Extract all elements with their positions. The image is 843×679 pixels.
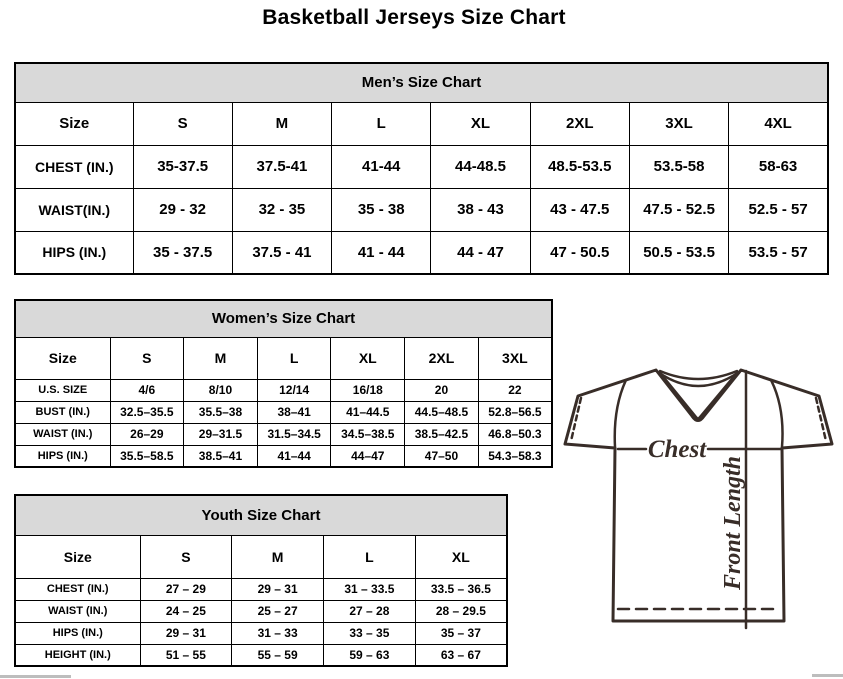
measurement-value-cell: 27 – 29 <box>140 578 232 600</box>
measurement-value-cell: 41-44 <box>332 145 431 188</box>
page-title: Basketball Jerseys Size Chart <box>262 6 566 29</box>
mens-size-table <box>14 62 829 275</box>
size-column-header: M <box>232 535 324 578</box>
measurement-row-label: WAIST (IN.) <box>15 600 140 622</box>
measurement-row <box>15 145 828 188</box>
measurement-value-cell: 35.5–38 <box>184 401 258 423</box>
measurement-row-label: HIPS (IN.) <box>15 445 110 467</box>
measurement-value-cell: 47–50 <box>405 445 479 467</box>
measurement-value-cell: 32.5–35.5 <box>110 401 184 423</box>
measurement-value-cell: 44 - 47 <box>431 231 530 274</box>
collar-back-arc-shallow <box>660 371 737 379</box>
measurement-value-cell: 26–29 <box>110 423 184 445</box>
womens-table-title-row <box>15 300 552 337</box>
size-header-row <box>15 535 507 578</box>
measurement-value-cell: 32 - 35 <box>232 188 331 231</box>
measurement-value-cell: 47.5 - 52.5 <box>629 188 728 231</box>
measurement-value-cell: 50.5 - 53.5 <box>629 231 728 274</box>
womens-size-table <box>14 299 553 468</box>
youth-table-title-row <box>15 495 507 535</box>
size-column-header: M <box>232 102 331 145</box>
measurement-value-cell: 38 - 43 <box>431 188 530 231</box>
measurement-value-cell: 55 – 59 <box>232 644 324 666</box>
measurement-value-cell: 35 - 37.5 <box>133 231 232 274</box>
measurement-row-label: HIPS (IN.) <box>15 231 133 274</box>
measurement-value-cell: 25 – 27 <box>232 600 324 622</box>
measurement-value-cell: 41–44 <box>257 445 331 467</box>
womens-table-title: Women’s Size Chart <box>15 300 552 337</box>
measurement-value-cell: 54.3–58.3 <box>478 445 552 467</box>
size-column-header: S <box>140 535 232 578</box>
measurement-value-cell: 59 – 63 <box>324 644 416 666</box>
mens-table-title-row <box>15 63 828 102</box>
size-corner-header: Size <box>15 535 140 578</box>
size-column-header: 2XL <box>530 102 629 145</box>
measurement-value-cell: 37.5 - 41 <box>232 231 331 274</box>
horizontal-scrollbar-thumb[interactable] <box>0 675 71 678</box>
measurement-value-cell: 35.5–58.5 <box>110 445 184 467</box>
measurement-row-label: U.S. SIZE <box>15 379 110 401</box>
size-column-header: L <box>257 337 331 379</box>
measurement-value-cell: 37.5-41 <box>232 145 331 188</box>
size-column-header: M <box>184 337 258 379</box>
measurement-value-cell: 35 – 37 <box>415 622 507 644</box>
measurement-value-cell: 51 – 55 <box>140 644 232 666</box>
measurement-row-label: WAIST(IN.) <box>15 188 133 231</box>
measurement-value-cell: 35-37.5 <box>133 145 232 188</box>
horizontal-scrollbar-fragment[interactable] <box>812 674 843 677</box>
size-corner-header: Size <box>15 337 110 379</box>
measurement-value-cell: 53.5 - 57 <box>729 231 828 274</box>
measurement-value-cell: 38–41 <box>257 401 331 423</box>
measurement-value-cell: 44.5–48.5 <box>405 401 479 423</box>
measurement-row <box>15 578 507 600</box>
measurement-value-cell: 31 – 33.5 <box>324 578 416 600</box>
measurement-value-cell: 44-48.5 <box>431 145 530 188</box>
jersey-measurement-diagram <box>556 356 843 664</box>
measurement-value-cell: 28 – 29.5 <box>415 600 507 622</box>
measurement-row <box>15 600 507 622</box>
size-column-header: XL <box>415 535 507 578</box>
measurement-value-cell: 24 – 25 <box>140 600 232 622</box>
measurement-value-cell: 41–44.5 <box>331 401 405 423</box>
size-column-header: L <box>324 535 416 578</box>
measurement-value-cell: 52.5 - 57 <box>729 188 828 231</box>
measurement-value-cell: 41 - 44 <box>332 231 431 274</box>
size-column-header: S <box>133 102 232 145</box>
measurement-row <box>15 379 552 401</box>
measurement-value-cell: 53.5-58 <box>629 145 728 188</box>
measurement-value-cell: 58-63 <box>729 145 828 188</box>
size-header-row <box>15 337 552 379</box>
measurement-value-cell: 29 – 31 <box>140 622 232 644</box>
measurement-value-cell: 29 – 31 <box>232 578 324 600</box>
measurement-row-label: BUST (IN.) <box>15 401 110 423</box>
youth-table-title: Youth Size Chart <box>15 495 507 535</box>
measurement-row <box>15 188 828 231</box>
measurement-value-cell: 27 – 28 <box>324 600 416 622</box>
size-header-row <box>15 102 828 145</box>
measurement-value-cell: 31.5–34.5 <box>257 423 331 445</box>
jersey-outline <box>565 370 832 621</box>
measurement-value-cell: 34.5–38.5 <box>331 423 405 445</box>
measurement-value-cell: 47 - 50.5 <box>530 231 629 274</box>
size-corner-header: Size <box>15 102 133 145</box>
measurement-value-cell: 29 - 32 <box>133 188 232 231</box>
measurement-row-label: WAIST (IN.) <box>15 423 110 445</box>
measurement-value-cell: 4/6 <box>110 379 184 401</box>
measurement-row <box>15 401 552 423</box>
size-column-header: S <box>110 337 184 379</box>
measurement-value-cell: 22 <box>478 379 552 401</box>
measurement-value-cell: 33 – 35 <box>324 622 416 644</box>
measurement-value-cell: 29–31.5 <box>184 423 258 445</box>
measurement-row-label: CHEST (IN.) <box>15 145 133 188</box>
size-column-header: XL <box>331 337 405 379</box>
measurement-row <box>15 423 552 445</box>
size-column-header: XL <box>431 102 530 145</box>
size-column-header: 4XL <box>729 102 828 145</box>
measurement-value-cell: 31 – 33 <box>232 622 324 644</box>
measurement-value-cell: 8/10 <box>184 379 258 401</box>
size-column-header: 3XL <box>629 102 728 145</box>
measurement-row-label: CHEST (IN.) <box>15 578 140 600</box>
measurement-row <box>15 644 507 666</box>
measurement-row <box>15 231 828 274</box>
measurement-row-label: HIPS (IN.) <box>15 622 140 644</box>
measurement-value-cell: 12/14 <box>257 379 331 401</box>
measurement-value-cell: 43 - 47.5 <box>530 188 629 231</box>
measurement-value-cell: 46.8–50.3 <box>478 423 552 445</box>
youth-size-table <box>14 494 508 667</box>
measurement-value-cell: 35 - 38 <box>332 188 431 231</box>
measurement-value-cell: 16/18 <box>331 379 405 401</box>
measurement-row <box>15 445 552 467</box>
measurement-value-cell: 52.8–56.5 <box>478 401 552 423</box>
measurement-row <box>15 622 507 644</box>
measurement-value-cell: 48.5-53.5 <box>530 145 629 188</box>
chest-label: Chest <box>647 436 707 463</box>
measurement-value-cell: 38.5–42.5 <box>405 423 479 445</box>
measurement-value-cell: 63 – 67 <box>415 644 507 666</box>
measurement-value-cell: 20 <box>405 379 479 401</box>
measurement-row-label: HEIGHT (IN.) <box>15 644 140 666</box>
measurement-value-cell: 44–47 <box>331 445 405 467</box>
size-column-header: 2XL <box>405 337 479 379</box>
measurement-value-cell: 38.5–41 <box>184 445 258 467</box>
size-column-header: 3XL <box>478 337 552 379</box>
measurement-value-cell: 33.5 – 36.5 <box>415 578 507 600</box>
size-column-header: L <box>332 102 431 145</box>
mens-table-title: Men’s Size Chart <box>15 63 828 102</box>
front-length-label: Front Length <box>720 455 746 591</box>
